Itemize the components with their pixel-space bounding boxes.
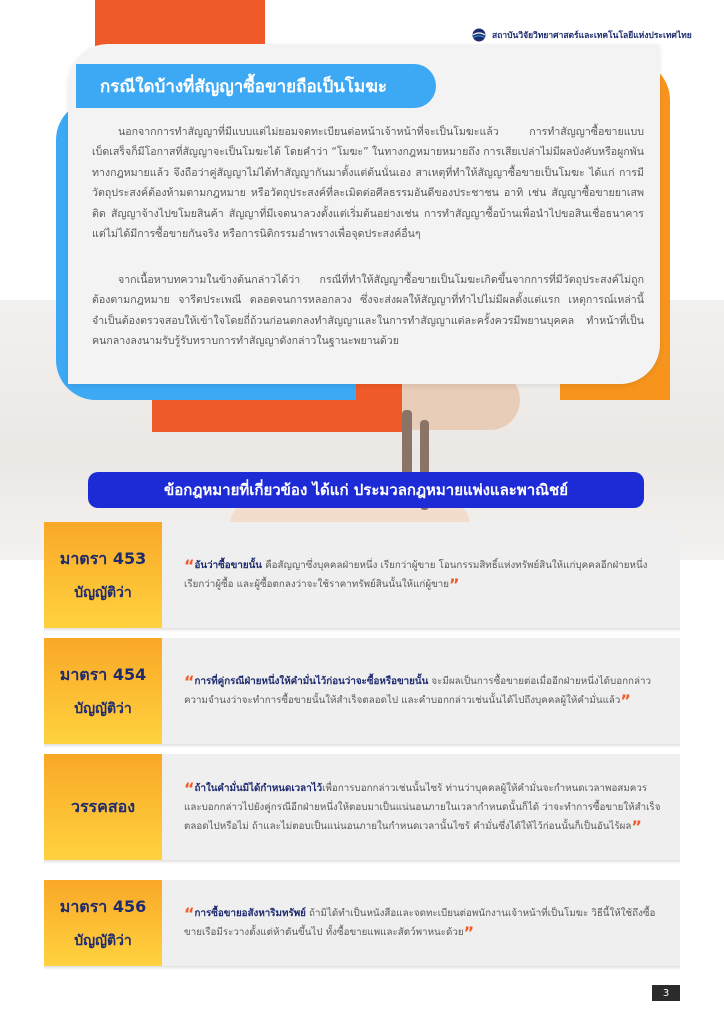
law-section-paragraph-2: [44, 754, 680, 860]
open-quote: “: [184, 778, 195, 798]
law-heading-banner: [88, 472, 644, 508]
close-quote: ”: [631, 816, 642, 836]
section-number: มาตรา 454: [59, 664, 147, 684]
section-body: [162, 754, 680, 860]
page-number: 3: [652, 985, 680, 1001]
law-section-453: [44, 522, 680, 628]
section-text: [184, 556, 666, 594]
section-shadow: [44, 966, 680, 970]
law-section-456: [44, 880, 680, 966]
section-number: มาตรา 456: [59, 896, 147, 916]
close-quote: ”: [620, 691, 631, 710]
law-heading: ข้อกฎหมายที่เกี่ยวข้อง ได้แก่ ประมวลกฎหมายแพ่งและพาณิชย์: [163, 481, 569, 499]
section-bold-text: ถ้าในคำมั่นมิได้กำหนดเวลาไว้: [194, 782, 323, 794]
section-label: [44, 638, 162, 744]
section-text: [184, 779, 666, 836]
section-body: [162, 638, 680, 744]
section-body-text: คือสัญญาซึ่งบุคคลฝ่ายหนึ่ง เรียกว่าผู้ขาย โอนกรรมสิทธิ์แห่งทรัพย์สินให้แก่บุคคลอีกฝ่ายหนึ่ง เรียกว่าผู้ซื้อ และผู้ซื้อตกลงว่าจะใช้ราคาทรัพย์สินนั้นให้แก่ผู้ขาย: [184, 560, 648, 590]
section-number: มาตรา 453: [59, 548, 147, 568]
open-quote: “: [184, 556, 195, 575]
section-body: [162, 522, 680, 628]
section-sublabel: บัญญัติว่า: [74, 932, 132, 949]
organization-name: สถาบันวิจัยวิทยาศาสตร์และเทคโนโลยีแห่งประเทศไทย: [492, 31, 692, 41]
section-bold-text: การซื้อขายอสังหาริมทรัพย์: [194, 908, 306, 919]
section-body-text: จะมีผลเป็นการซื้อขายต่อเมื่ออีกฝ่ายหนึ่งได้บอกกล่าวความจำนงว่าจะทำการซื้อขายนั้นให้สำเร็จตลอดไป และคำบอกกล่าวเช่นนั้นได้ไปถึงบุคคลผู้ให้คำมั่นแล้ว: [184, 676, 651, 706]
close-quote: ”: [463, 923, 475, 942]
section-text: [184, 672, 666, 710]
intro-title: กรณีใดบ้างที่สัญญาซื้อขายถือเป็นโมฆะ: [100, 76, 387, 97]
section-label: [44, 754, 162, 860]
section-number: วรรคสอง: [70, 796, 136, 816]
section-shadow: [44, 744, 680, 748]
section-body-text: เพื่อการบอกกล่าวเช่นนั้นไซร้ ท่านว่าบุคคลผู้ให้คำมั่นจะกำหนดเวลาพอสมควร และบอกกล่าวไปยังคู่กรณีอีกฝ่ายหนึ่งให้ตอบมาเป็นแน่นอนภายในเวลากำหนดนั้นก็ได้ ว่าจะทำการซื้อขายให้สำเร็จตลอดไปหรือไม่ ถ้าและไม่ตอบเป็นแน่นอนภายในกำหนดเวลานั้นไซร้ คำมั่นซึ่งได้ให้ไว้ก่อนนั้นก็เป็นอันไร้ผล: [184, 782, 661, 832]
section-body: [162, 880, 680, 966]
open-quote: “: [184, 904, 195, 923]
open-quote: “: [184, 672, 195, 691]
section-text: [184, 904, 666, 942]
section-label: [44, 880, 162, 966]
intro-title-banner: [76, 64, 436, 108]
section-body-text: ถ้ามิได้ทำเป็นหนังสือและจดทะเบียนต่อพนักงานเจ้าหน้าที่เป็นโมฆะ วิธีนี้ให้ใช้ถึงซื้อขายเรือมีระวางตั้งแต่ห้าตันขึ้นไป ทั้งซื้อขายแพและสัตว์พาหนะด้วย: [184, 908, 656, 938]
section-sublabel: บัญญัติว่า: [74, 700, 132, 717]
section-label: [44, 522, 162, 628]
intro-paragraph-1: นอกจากการทำสัญญาที่มีแบบแต่ไม่ยอมจดทะเบียนต่อหน้าเจ้าหน้าที่จะเป็นโมฆะแล้ว การทำสัญญาซื้อขายแบบเบ็ดเสร็จก็มีโอกาสที่สัญญาจะเป็นโมฆะได้ โดยคำว่า “โมฆะ” ในทางกฎหมายหมายถึง การเสียเปล่าไม่มีผลบังคับหรือผูกพันทางกฎหมายแล้ว จึงถือว่าคู่สัญญาไม่ได้ทำสัญญากันมาตั้งแต่ต้นนั่นเอง สาเหตุที่ทำให้สัญญาซื้อขายเป็นโมฆะ ได้แก่ การมีวัตถุประสงค์ต้องห้ามตามกฎหมาย หรือวัตถุประสงค์ที่ละเมิดต่อศีลธรรมอันดีของประชาชน อาทิ เช่น สัญญาซื้อขายยาเสพติด สัญญาจ้างไปขโมยสินค้า สัญญาที่มีเจตนาลวงตั้งแต่เริ่มต้นอย่างเช่น การทำสัญญาซื้อบ้านเพื่อนำไปขอสินเชื่อธนาคารแต่ไม่ได้มีการซื้อขายกันจริง หรือการนิติกรรมอำพรางเพื่อจุดประสงค์อื่นๆ: [92, 126, 644, 241]
section-bold-text: การที่คู่กรณีฝ่ายหนึ่งให้คำมั่นไว้ก่อนว่าจะซื้อหรือขายนั้น: [194, 676, 429, 687]
section-shadow: [44, 860, 680, 864]
section-shadow: [44, 628, 680, 632]
law-section-454: [44, 638, 680, 744]
close-quote: ”: [449, 575, 460, 594]
section-bold-text: อันว่าซื้อขายนั้น: [194, 560, 262, 571]
section-sublabel: บัญญัติว่า: [74, 584, 132, 601]
intro-paragraph-2: จากเนื้อหาบทความในข้างต้นกล่าวได้ว่า กรณีที่ทำให้สัญญาซื้อขายเป็นโมฆะเกิดขึ้นจากการที่มีวัตถุประสงค์ไม่ถูกต้องตามกฎหมาย จารีตประเพณี ตลอดจนการหลอกลวง ซึ่งจะส่งผลให้สัญญาที่ทำไปไม่มีผลตั้งแต่แรก เหตุการณ์เหล่านี้จำเป็นต้องตรวจสอบให้เข้าใจโดยถี่ถ้วนก่อนตกลงทำสัญญาและในการทำสัญญาแต่ละครั้งควรมีพยานบุคคล ทำหน้าที่เป็นคนกลางลงนามรับรู้รับทราบการทำสัญญาดังกล่าวในฐานะพยานด้วย: [92, 274, 644, 348]
globe-logo-icon: [472, 28, 486, 42]
header-logo: [472, 27, 714, 43]
